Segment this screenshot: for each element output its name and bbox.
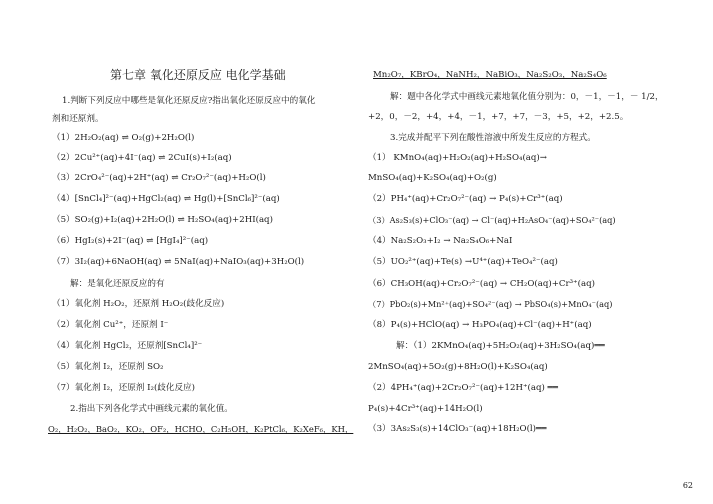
reaction-3: （3）2CrO₄²⁻(aq)+2H⁺(aq) ⇌ Cr₂O₇²⁻(aq)+H₂O(l): [52, 173, 266, 183]
formulas-continued: Mn₂O₇，KBrO₄，NaNH₂，NaBiO₃，Na₂S₂O₃，Na₂S₄O₆: [373, 70, 607, 80]
answer-4: （4）氧化剂 HgCl₂，还原剂[SnCl₄]²⁻: [52, 341, 203, 351]
question-2-formulas: O₂，H₂O₂，BaO₂，KO₂，OF₂，HCHO，C₂H₅OH，K₂PtCl₆，K₂XeF₆，KH，: [48, 424, 354, 434]
reaction-6: （6）HgI₂(s)+2I⁻(aq) ⇌ [HgI₄]²⁻(aq): [52, 236, 209, 246]
answer-2: （2）氧化剂 Cu²⁺，还原剂 I⁻: [52, 320, 169, 330]
solution-1: 解：（1）2KMnO₄(aq)+5H₂O₂(aq)+3H₂SO₄(aq)══: [396, 341, 605, 351]
question-3: 3.完成并配平下列在酸性溶液中所发生反应的方程式。: [390, 133, 596, 143]
reaction-1: （1）2H₂O₂(aq) ⇌ O₂(g)+2H₂O(l): [52, 133, 195, 143]
answer-intro: 解：是氧化还原反应的有: [70, 279, 165, 289]
equation-7: （7）PbO₂(s)+Mn²⁺(aq)+SO₄²⁻(aq) → PbSO₄(s)+MnO₄⁻(aq): [368, 299, 613, 309]
equation-3: （3）As₂S₃(s)+ClO₃⁻(aq) → Cl⁻(aq)+H₂AsO₄⁻(aq)+SO₄²⁻(aq): [368, 215, 616, 225]
solution-2-cont: P₄(s)+4Cr³⁺(aq)+14H₂O(l): [368, 404, 483, 414]
equation-2: （2）PH₄⁺(aq)+Cr₂O₇²⁻(aq) → P₄(s)+Cr³⁺(aq): [368, 194, 563, 204]
equation-8: （8）P₄(s)+HClO(aq) → H₃PO₄(aq)+Cl⁻(aq)+H⁺(aq): [368, 320, 592, 330]
solution-3: （3）3As₂S₃(s)+14ClO₃⁻(aq)+18H₂O(l)══: [368, 424, 547, 434]
reaction-4: （4）[SnCl₄]²⁻(aq)+HgCl₂(aq) ⇌ Hg(l)+[SnCl₆]²⁻(aq): [52, 194, 280, 204]
answer-5: （5）氧化剂 I₂，还原剂 SO₂: [52, 362, 164, 372]
answer-1: （1）氧化剂 H₂O₂，还原剂 H₂O₂(歧化反应): [52, 299, 225, 309]
solution-2: （2）4PH₄⁺(aq)+2Cr₂O₇²⁻(aq)+12H⁺(aq) ══: [368, 383, 558, 393]
equation-1: （1） KMnO₄(aq)+H₂O₂(aq)+H₂SO₄(aq)→: [368, 153, 547, 163]
equation-6: （6）CH₃OH(aq)+Cr₂O₇²⁻(aq) → CH₂O(aq)+Cr³⁺(aq): [368, 279, 595, 289]
reaction-7: （7）3I₂(aq)+6NaOH(aq) ⇌ 5NaI(aq)+NaIO₃(aq)+3H₂O(l): [52, 257, 305, 267]
question-1-cont: 剂和还原剂。: [52, 114, 104, 124]
question-2: 2.指出下列各化学式中画线元素的氧化值。: [70, 404, 233, 414]
equation-5: （5）UO₂²⁺(aq)+Te(s) →U⁴⁺(aq)+TeO₄²⁻(aq): [368, 257, 558, 267]
equation-1-cont: MnSO₄(aq)+K₂SO₄(aq)+O₂(g): [368, 173, 497, 183]
answer-2-line1: 解：题中各化学式中画线元素地氧化值分别为：0，－1，－1，－ 1/2，: [390, 92, 664, 102]
question-1: 1.判断下列反应中哪些是氧化还原反应?指出氧化还原反应中的氧化: [62, 96, 316, 106]
reaction-2: （2）2Cu²⁺(aq)+4I⁻(aq) ⇌ 2CuI(s)+I₂(aq): [52, 153, 232, 163]
page-number: 62: [682, 481, 693, 490]
reaction-5: （5）SO₂(g)+I₂(aq)+2H₂O(l) ⇌ H₂SO₄(aq)+2HI(aq): [52, 215, 273, 225]
solution-1-cont: 2MnSO₄(aq)+5O₂(g)+8H₂O(l)+K₂SO₄(aq): [368, 362, 548, 372]
chapter-title: 第七章 氧化还原反应 电化学基础: [110, 68, 286, 82]
answer-2-line2: +2，0，－2，+4，+4，－1，+7，+7，－3，+5，+2，+2.5。: [368, 112, 629, 122]
answer-7: （7）氧化剂 I₂，还原剂 I₂(歧化反应): [52, 383, 196, 393]
equation-4: （4）Na₂S₂O₃+I₂ → Na₂S₄O₆+NaI: [368, 236, 513, 246]
